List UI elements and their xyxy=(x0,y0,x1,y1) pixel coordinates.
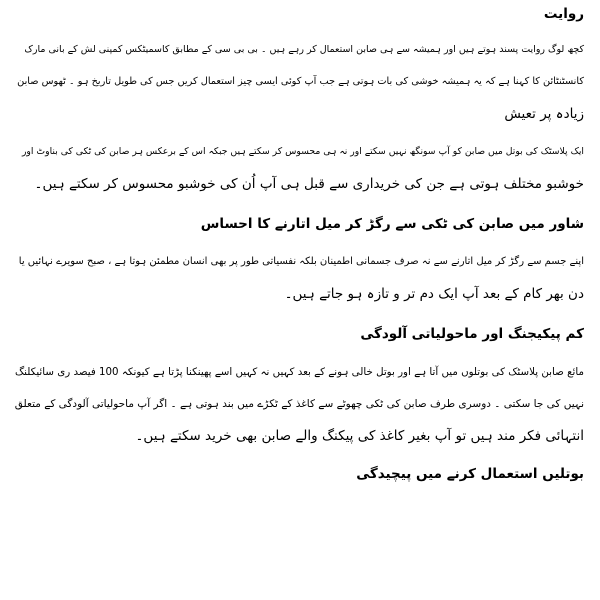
paragraph xyxy=(12,40,584,124)
paragraph-line: کانسٹنٹائن کا کہنا ہے کہ یہ ہمیشہ خوشی کی بات ہوتی ہے جب آپ کوئی ایسی چیز استعمال کریں جس کی طویل تاریخ ہو ۔ ٹھوس صابن xyxy=(17,76,584,87)
paragraph-line: کچھ لوگ روایت پسند ہوتے ہیں اور ہمیشہ سے ہی صابن استعمال کر رہے ہیں ۔ بی بی سی کے مطابق کاسمیٹکس کمپنی لش کے بانی مارک xyxy=(24,44,584,55)
paragraph xyxy=(12,252,584,304)
section-heading: بوتلیں استعمال کرنے میں پیچیدگی xyxy=(356,466,584,482)
section-shower-feeling xyxy=(12,214,584,304)
section-heading: شاور میں صابن کی ٹکی سے رگڑ کر میل اتارنے کا احساس xyxy=(200,216,584,232)
paragraph-line: مائع صابن پلاسٹک کی بوتلوں میں آتا ہے اور بوتل خالی ہونے کے بعد کہیں نہ کہیں اسے پھینکنا پڑتا ہے کیونکہ 100 فیصد ری سائیکلنگ xyxy=(15,366,584,378)
paragraph-line: ایک پلاسٹک کی بوتل میں صابن کو آپ سونگھ نہیں سکتے اور نہ ہی محسوس کر سکتے ہیں جبکہ اس کے برعکس ہر صابن کی ٹکی کی بناوٹ اور xyxy=(21,146,584,157)
paragraph-line: انتہائی فکر مند ہیں تو آپ بغیر کاغذ کی پیکنگ والے صابن بھی خرید سکتے ہیں۔ xyxy=(135,428,584,444)
paragraph-line: نہیں کی جا سکتی ۔ دوسری طرف صابن کی ٹکی چھوٹے سے کاغذ کے ٹکڑے میں بند ہوتی ہے ۔ اگر آپ ماحولیاتی آلودگی کے متعلق xyxy=(14,398,584,410)
paragraph xyxy=(12,362,584,446)
paragraph-line: خوشبو مختلف ہوتی ہے جن کی خریداری سے قبل ہی آپ اُن کی خوشبو محسوس کر سکتے ہیں۔ xyxy=(34,176,584,192)
paragraph-line: زیادہ پر تعیش xyxy=(504,106,584,122)
section-heading: روایت xyxy=(543,6,584,22)
paragraph-line: دن بھر کام کے بعد آپ ایک دم تر و تازہ ہو جاتے ہیں۔ xyxy=(284,286,584,302)
section-heading: کم پیکیجنگ اور ماحولیاتی آلودگی xyxy=(360,326,584,342)
section-tradition xyxy=(12,4,584,194)
section-bottle-complexity xyxy=(12,464,584,484)
section-packaging xyxy=(12,324,584,446)
paragraph-line: اپنے جسم سے رگڑ کر میل اتارنے سے نہ صرف جسمانی اطمینان بلکہ نفسیاتی طور پر بھی انسان مطمئن ہوتا ہے ، صبح سویرے نہائیں یا xyxy=(18,256,584,267)
paragraph xyxy=(12,142,584,194)
